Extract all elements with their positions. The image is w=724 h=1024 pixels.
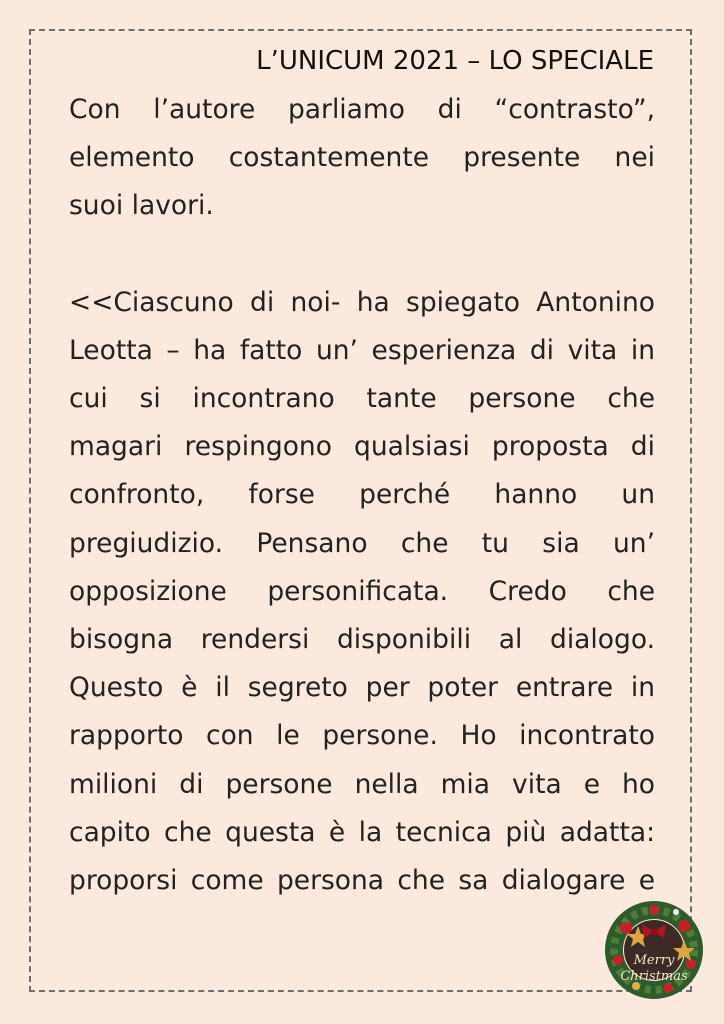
- text-line: confronto, forse perché hanno un: [69, 479, 655, 511]
- text-line: Con l’autore parliamo di “contrasto”,: [69, 94, 655, 125]
- page-header: L’UNICUM 2021 – LO SPECIALE: [256, 46, 654, 76]
- text-line: cui si incontrano tante persone che: [69, 383, 655, 415]
- text-line: rapporto con le persone. Ho incontrato: [69, 720, 655, 752]
- text-line: pregiudizio. Pensano che tu sia un’: [69, 527, 655, 559]
- text-line: proporsi come persona che sa dialogare e: [69, 865, 655, 897]
- text-line: milioni di persone nella mia vita e ho: [69, 768, 655, 800]
- text-line: Leotta – ha fatto un’ esperienza di vita in: [69, 334, 655, 366]
- svg-text:Christmas: Christmas: [620, 969, 688, 984]
- text-line: elemento costantemente presente nei: [69, 142, 655, 174]
- paragraph-intro: [69, 86, 655, 231]
- article-body: [69, 86, 655, 905]
- paragraph-spacer: [69, 231, 655, 279]
- paragraph-quote: [69, 279, 655, 906]
- text-line: <<Ciascuno di noi- ha spiegato Antonino: [69, 286, 655, 318]
- text-line: Questo è il segreto per poter entrare in: [69, 672, 655, 704]
- text-line: opposizione personificata. Credo che: [69, 575, 655, 607]
- svg-text:Merry: Merry: [633, 953, 675, 968]
- christmas-wreath-icon: [596, 898, 712, 1002]
- text-line: capito che questa è la tecnica più adatta:: [69, 816, 655, 848]
- text-line: bisogna rendersi disponibili al dialogo.: [69, 624, 655, 656]
- text-line: magari respingono qualsiasi proposta di: [69, 431, 655, 463]
- text-line: suoi lavori.: [69, 190, 214, 222]
